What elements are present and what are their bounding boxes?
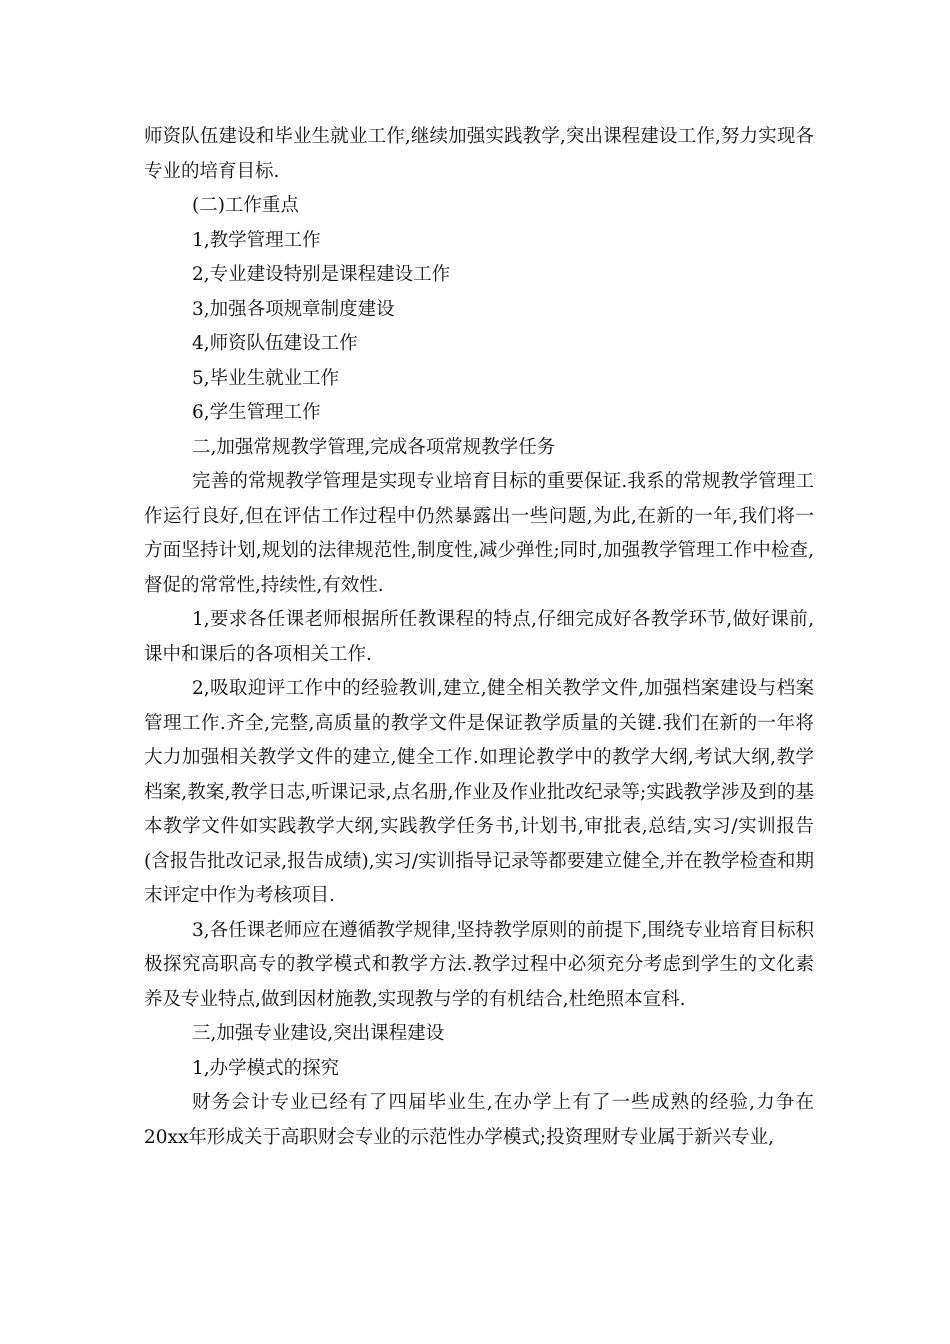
paragraph: 完善的常规教学管理是实现专业培育目标的重要保证.我系的常规教学管理工作运行良好,但在评估工作过程中仍然暴露出一些问题,为此,在新的一年,我们将一方面坚持计划,规划的法律规范性,制度性,减少弹性;同时,加强教学管理工作中检查,督促的常常性,持续性,有效性. [144,471,814,596]
list-item: 5,毕业生就业工作 [192,367,340,389]
paragraph: 3,各任课老师应在遵循教学规律,坚持教学原则的前提下,围绕专业培育目标积极探究高职高专的教学模式和教学方法.教学过程中必须充分考虑到学生的文化素养及专业特点,做到因材施教,实现教与学的有机结合,杜绝照本宣科. [144,919,814,1010]
list-item: 1,教学管理工作 [192,229,321,251]
list-item: 4,师资队伍建设工作 [192,333,358,354]
paragraph: 2,吸取迎评工作中的经验教训,建立,健全相关教学文件,加强档案建设与档案管理工作.齐全,完整,高质量的教学文件是保证教学质量的关键.我们在新的一年将大力加强相关教学文件的建立,健全工作.如理论教学中的教学大纲,考试大纲,教学档案,教案,教学日志,听课记录,点名册,作业及作业批改纪录等;实践教学涉及到的基本教学文件如实践教学大纲,实践教学任务书,计划书,审批表,总结,实习/实训报告(含报告批改记录,报告成绩),实习/实训指导记录等都要建立健全,并在教学检查和期末评定中作为考核项目. [144,678,814,906]
list-item: 6,学生管理工作 [192,402,321,423]
paragraph: 1,要求各任课老师根据所任教课程的特点,仔细完成好各教学环节,做好课前,课中和课后的各项相关工作. [144,609,814,665]
paragraph: 财务会计专业已经有了四届毕业生,在办学上有了一些成熟的经验,力争在20xx年形成关于高职财会专业的示范性办学模式;投资理财专业属于新兴专业, [144,1092,814,1148]
paragraph-continuation: 师资队伍建设和毕业生就业工作,继续加强实践教学,突出课程建设工作,努力实现各专业的培育目标. [144,126,814,182]
section-heading: 二,加强常规教学管理,完成各项常规教学任务 [192,436,556,458]
section-heading: 三,加强专业建设,突出课程建设 [192,1023,445,1044]
list-item: 3,加强各项规章制度建设 [192,298,395,320]
subheading: 1,办学模式的探究 [192,1057,340,1079]
list-item: 2,专业建设特别是课程建设工作 [192,264,451,285]
document-body [144,120,814,1155]
subheading-work-focus: (二)工作重点 [192,195,299,216]
